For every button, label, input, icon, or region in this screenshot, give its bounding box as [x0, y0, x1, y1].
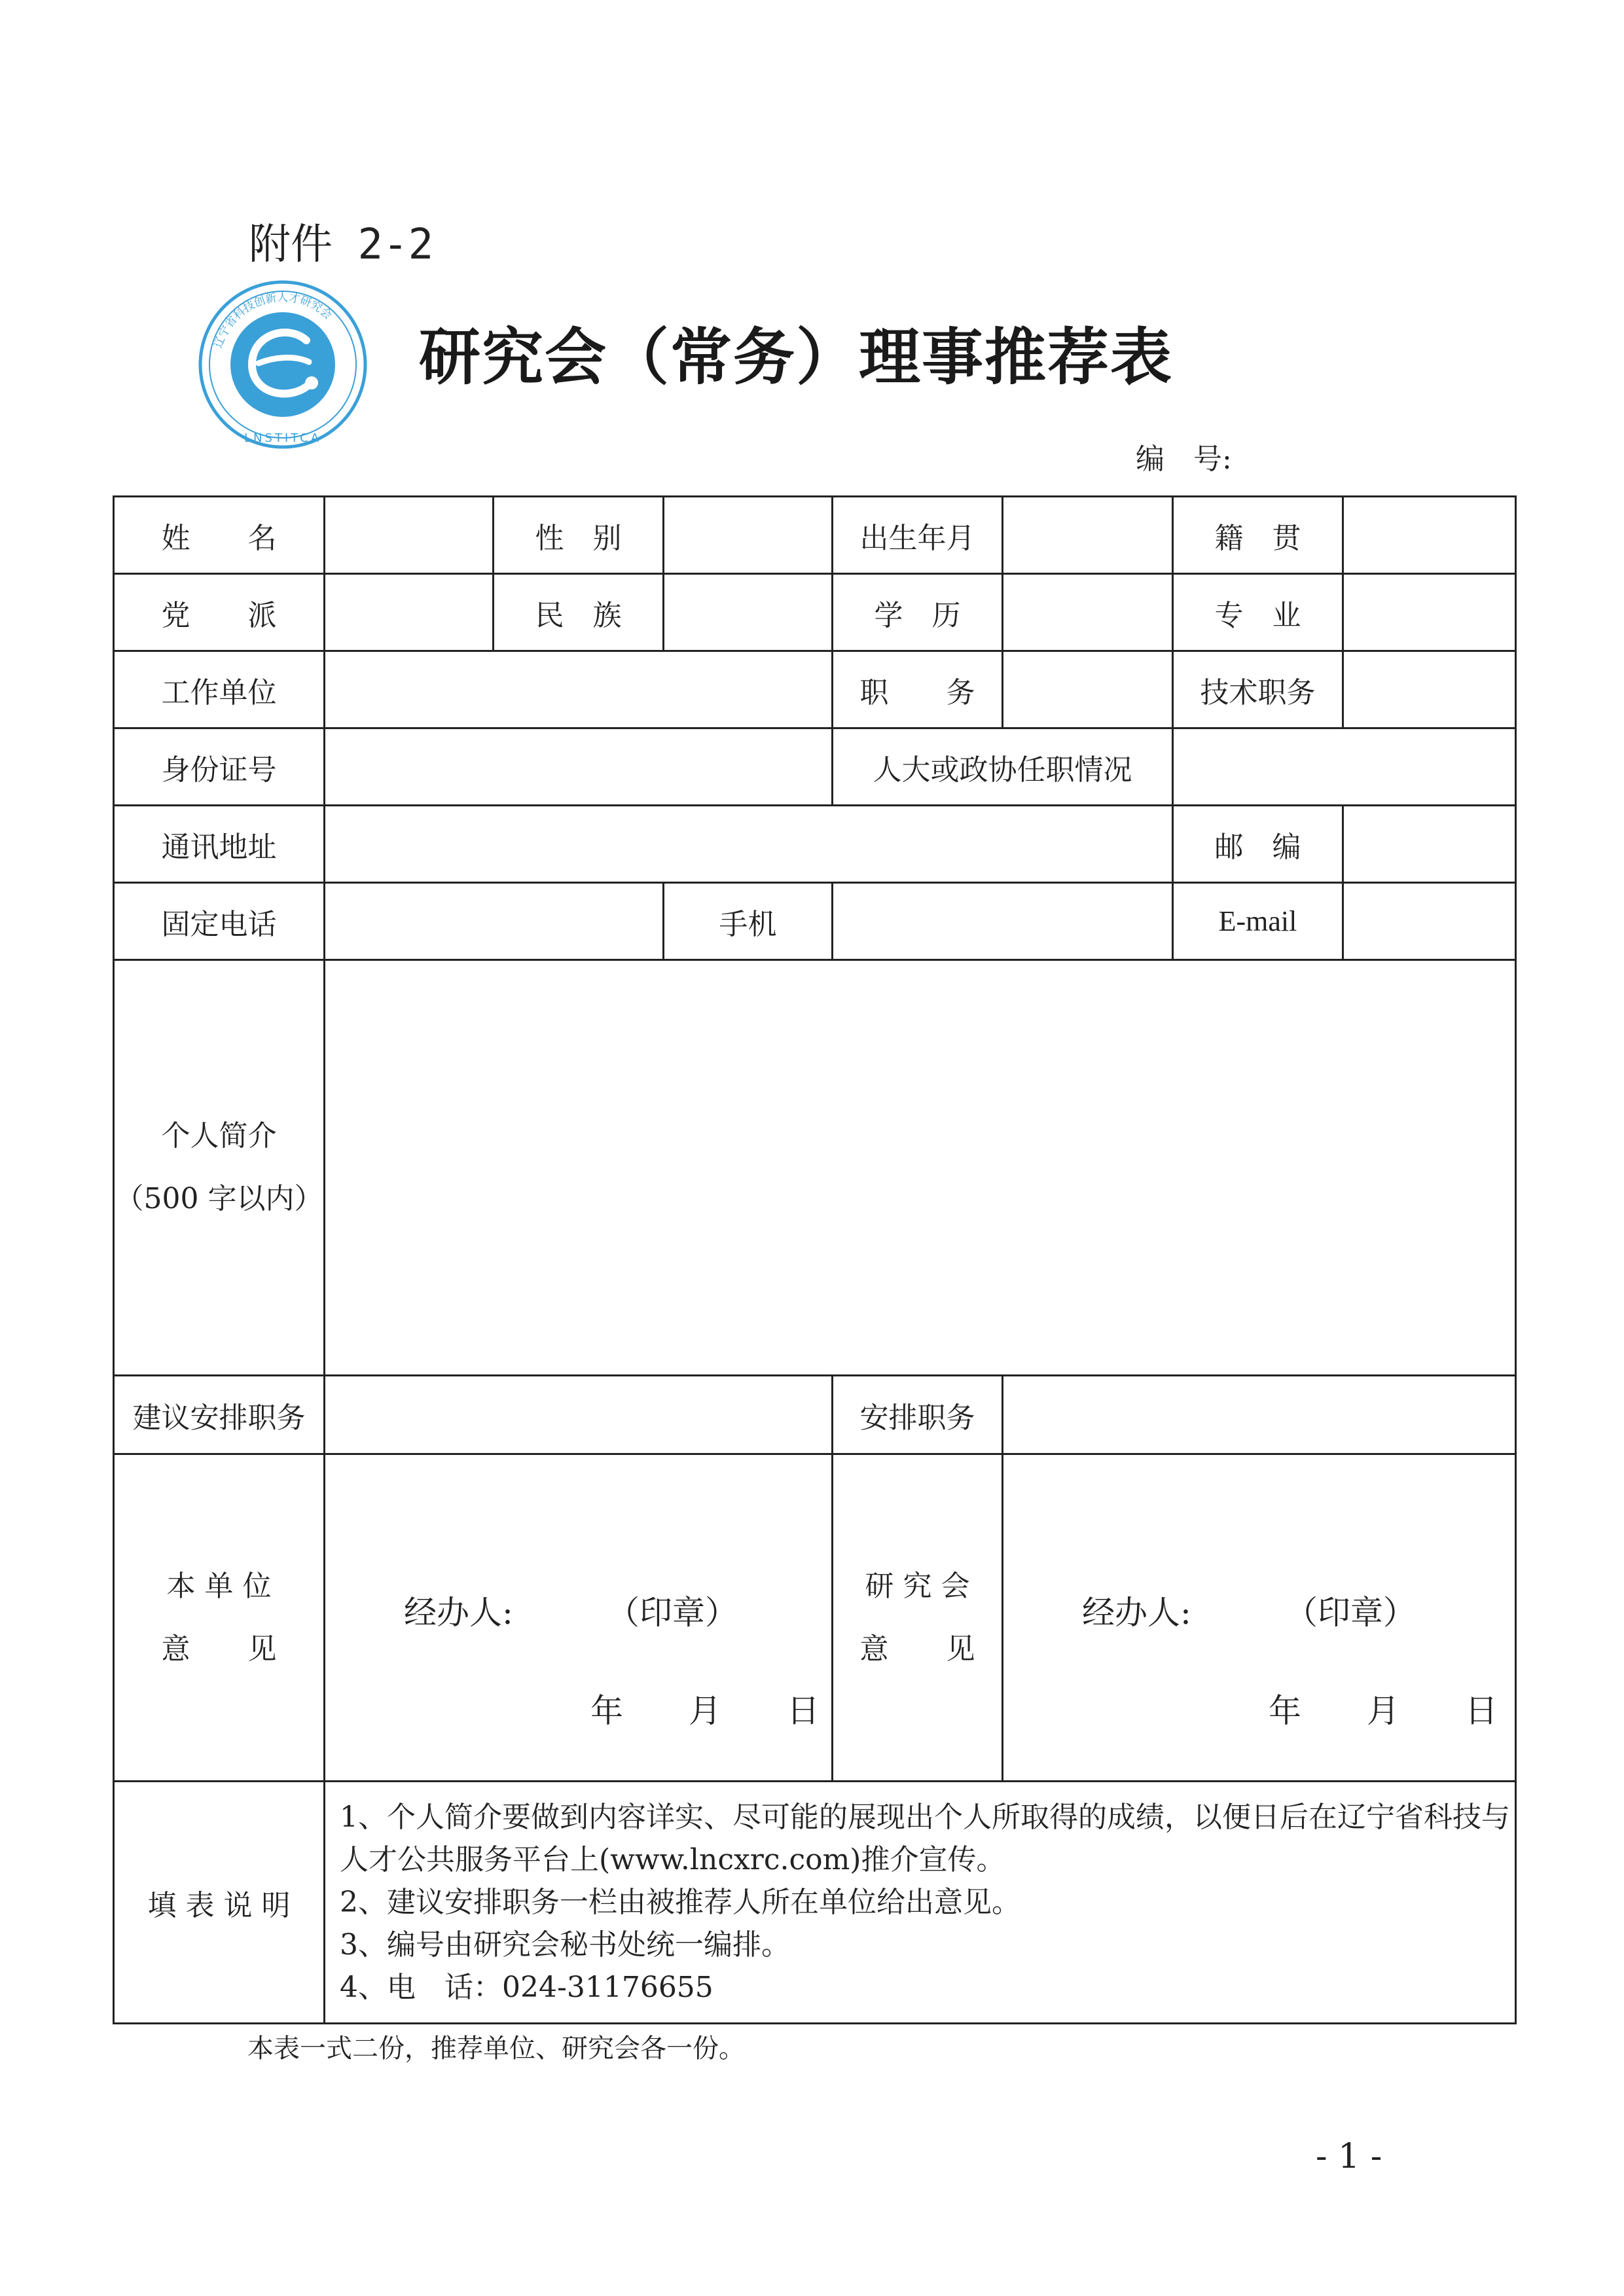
unit-date-label: 年 月 日 [590, 1691, 820, 1730]
education-label: 学 历 [833, 574, 1003, 651]
position-label: 职 务 [833, 651, 1003, 728]
postcode-label: 邮 编 [1173, 806, 1343, 883]
svg-text:辽宁省科技创新人才研究会: 辽宁省科技创新人才研究会 [211, 291, 334, 350]
footer-note: 本表一式二份，推荐单位、研究会各一份。 [247, 2034, 745, 2064]
bio-label-line2: （500 字以内） [115, 1182, 323, 1215]
tech-title-field[interactable] [1343, 651, 1516, 728]
employer-field[interactable] [325, 651, 833, 728]
instruction-line: 2、建议安排职务一栏由被推荐人所在单位给出意见。 [340, 1886, 1020, 1919]
mobile-field[interactable] [833, 883, 1173, 960]
bio-label [114, 960, 325, 1376]
suggest-post-field[interactable] [325, 1376, 833, 1454]
birth-label: 出生年月 [833, 497, 1003, 574]
instruction-line: 人才公共服务平台上(www.lncxrc.com)推介宣传。 [340, 1843, 1005, 1876]
instruction-line: 3、编号由研究会秘书处统一编排。 [340, 1928, 790, 1962]
birth-field[interactable] [1003, 497, 1173, 574]
recommendation-form [113, 495, 1517, 2024]
association-logo-icon [196, 278, 370, 452]
society-date-label: 年 月 日 [1269, 1691, 1498, 1730]
native-place-label: 籍 贯 [1173, 497, 1343, 574]
email-field[interactable] [1343, 883, 1516, 960]
society-opinion-label: 研 究 会 意 见 [833, 1454, 1003, 1782]
npc-cppcc-label: 人大或政协任职情况 [833, 728, 1173, 806]
society-opinion-field[interactable] [1003, 1454, 1516, 1782]
assigned-post-label: 安排职务 [833, 1376, 1003, 1454]
tech-title-label: 技术职务 [1173, 651, 1343, 728]
party-field[interactable] [325, 574, 494, 651]
instruction-line: 4、电 话：024-31176655 [340, 1971, 713, 2004]
serial-number-label: 编 号: [1136, 442, 1232, 476]
major-field[interactable] [1343, 574, 1516, 651]
employer-label: 工作单位 [114, 651, 325, 728]
name-field[interactable] [325, 497, 494, 574]
education-field[interactable] [1003, 574, 1173, 651]
party-label: 党 派 [114, 574, 325, 651]
major-label: 专 业 [1173, 574, 1343, 651]
address-field[interactable] [325, 806, 1173, 883]
suggest-post-label: 建议安排职务 [114, 1376, 325, 1454]
assigned-post-field[interactable] [1003, 1376, 1516, 1454]
unit-seal-label: （印章） [607, 1593, 738, 1632]
ethnic-label: 民 族 [494, 574, 664, 651]
svg-text:LNSTITCA: LNSTITCA [244, 431, 322, 445]
id-number-field[interactable] [325, 728, 833, 806]
address-label: 通讯地址 [114, 806, 325, 883]
bio-label-line1: 个人简介 [161, 1119, 277, 1153]
ethnic-field[interactable] [664, 574, 833, 651]
bio-field[interactable] [325, 960, 1516, 1376]
unit-opinion-label: 本 单 位 意 见 [114, 1454, 325, 1782]
instructions-text [325, 1782, 1516, 2024]
unit-opinion-field[interactable] [325, 1454, 833, 1782]
position-field[interactable] [1003, 651, 1173, 728]
unit-agent-label: 经办人: [404, 1593, 513, 1632]
id-number-label: 身份证号 [114, 728, 325, 806]
society-agent-label: 经办人: [1082, 1593, 1191, 1632]
phone-label: 固定电话 [114, 883, 325, 960]
native-place-field[interactable] [1343, 497, 1516, 574]
email-label: E-mail [1173, 883, 1343, 960]
attachment-label: 附件 2-2 [249, 221, 434, 269]
npc-cppcc-field[interactable] [1173, 728, 1516, 806]
society-seal-label: （印章） [1285, 1593, 1416, 1632]
gender-field[interactable] [664, 497, 833, 574]
instructions-label: 填 表 说 明 [114, 1782, 325, 2024]
mobile-label: 手机 [664, 883, 833, 960]
page-number: - 1 - [1316, 2137, 1382, 2176]
postcode-field[interactable] [1343, 806, 1516, 883]
name-label: 姓 名 [114, 497, 325, 574]
gender-label: 性 别 [494, 497, 664, 574]
instruction-line: 1、个人简介要做到内容详实、尽可能的展现出个人所取得的成绩，以便日后在辽宁省科技与 [340, 1801, 1510, 1834]
form-title: 研究会（常务）理事推荐表 [419, 322, 1174, 393]
phone-field[interactable] [325, 883, 664, 960]
